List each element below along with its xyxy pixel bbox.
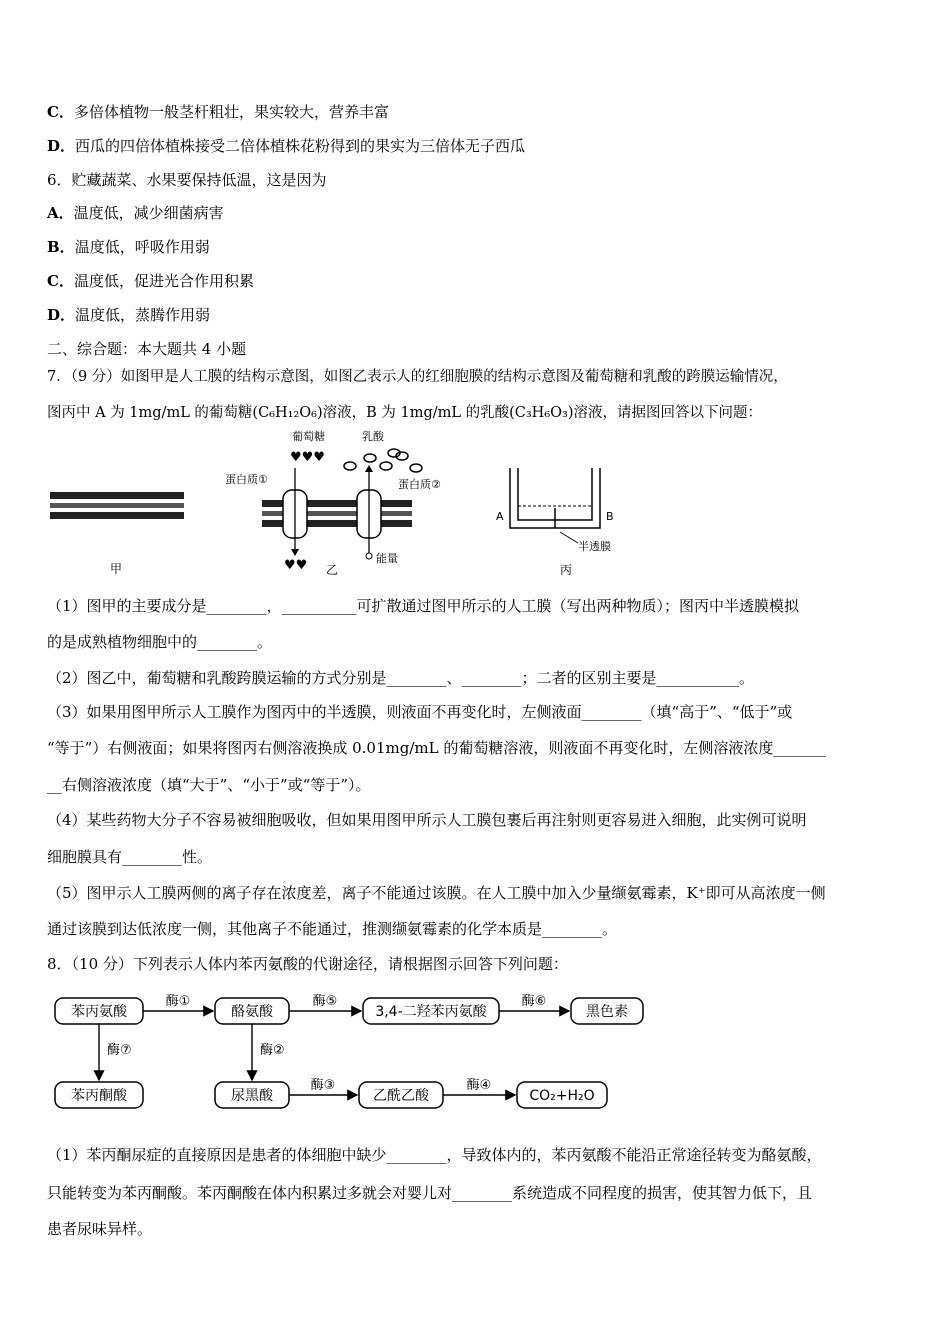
membrane-label: 半透膜 — [578, 540, 611, 553]
glucose-hearts-icon: ♥♥♥ — [290, 450, 325, 465]
enzyme-2-label: 酶② — [260, 1043, 285, 1058]
energy-label: 能量 — [376, 552, 398, 565]
q7-sub2-line1: （2）图乙中，葡萄糖和乳酸跨膜运输的方式分别是________、________；二者的区别主要是___________。 — [47, 669, 755, 687]
q8-sub1-line2: 只能转变为苯丙酮酸。苯丙酮酸在体内积累过多就会对婴儿对________系统造成不同程度的损害，使其智力低下，且 — [47, 1184, 813, 1202]
protein2-label: 蛋白质② — [398, 478, 441, 491]
option-c — [47, 102, 389, 122]
q7-stem-line1: 7．（9 分）如图甲是人工膜的结构示意图，如图乙表示人的红细胞膜的结构示意图及葡萄糖和乳酸的跨膜运输情况， — [47, 369, 788, 385]
option-text: 西瓜的四倍体植株接受二倍体植株花粉得到的果实为三倍体无子西瓜 — [75, 137, 526, 155]
node-dopa-label: 3,4-二羟苯丙氨酸 — [375, 1004, 487, 1020]
option-label: D． — [47, 137, 76, 155]
q7-sub3-line2: “等于”）右侧液面；如果将图丙右侧溶液换成 0.01mg/mL 的葡萄糖溶液，则液面不再变化时，左侧溶液浓度_______ — [47, 739, 826, 757]
enzyme-5-label: 酶⑤ — [312, 994, 338, 1009]
q7-sub1-line2: 的是成熟植物细胞中的________。 — [47, 633, 273, 651]
b-label: B — [606, 510, 614, 523]
q7-sub5-line1: （5）图甲示人工膜两侧的离子存在浓度差，离子不能通过该膜。在人工膜中加入少量缬氨霉素，K⁺即可从高浓度一侧 — [47, 884, 826, 902]
lactic-label: 乳酸 — [362, 430, 384, 443]
metabolic-pathway-diagram — [45, 984, 665, 1114]
node-tyr-label: 酪氨酸 — [231, 1004, 273, 1020]
q6-option-b — [47, 237, 210, 257]
a-label: A — [496, 510, 504, 523]
label-yi: 乙 — [326, 563, 339, 577]
enzyme-1-label: 酶① — [165, 994, 191, 1009]
option-label: A． — [47, 204, 74, 222]
option-label: C． — [47, 272, 74, 290]
node-ppa-label: 苯丙酮酸 — [71, 1088, 127, 1104]
q8-stem: 8．（10 分）下列表示人体内苯丙氨酸的代谢途径，请根据图示回答下列问题： — [47, 955, 568, 973]
q7-sub1-line1: （1）图甲的主要成分是________，__________可扩散通过图甲所示的人工膜（写出两种物质）；图丙中半透膜模拟 — [47, 597, 800, 615]
option-text: 温度低，减少细菌病害 — [73, 204, 224, 222]
protein1-label: 蛋白质① — [225, 473, 268, 486]
option-text: 多倍体植物一般茎杆粗壮，果实较大，营养丰富 — [73, 103, 389, 121]
option-text: 温度低，呼吸作用弱 — [74, 238, 210, 256]
q6-stem: 6．贮藏蔬菜、水果要保持低温，这是因为 — [47, 171, 327, 189]
option-label: D． — [47, 306, 76, 324]
node-end-label: CO₂+H₂O — [529, 1088, 595, 1104]
label-jia: 甲 — [110, 562, 123, 576]
option-label: B． — [47, 238, 75, 256]
q7-sub4-line1: （4）某些药物大分子不容易被细胞吸收，但如果用图甲所示人工膜包裹后再注射则更容易进入细胞，此实例可说明 — [47, 811, 807, 829]
option-label: C． — [47, 103, 74, 121]
enzyme-4-label: 酶④ — [466, 1078, 492, 1093]
node-melanin-label: 黑色素 — [586, 1004, 628, 1020]
q8-sub1-line3: 患者尿味异样。 — [47, 1220, 153, 1238]
q6-option-c — [47, 271, 254, 291]
red-cell-membrane-yi — [225, 429, 441, 577]
q7-sub5-line2: 通过该膜到达低浓度一侧，其他离子不能通过，推测缬氨霉素的化学本质是________。 — [47, 920, 618, 938]
glucose-hearts-icon: ♥♥ — [284, 558, 308, 573]
q8-sub1-line1: （1）苯丙酮尿症的直接原因是患者的体细胞中缺少________，导致体内的，苯丙氨酸不能沿正常途径转变为酪氨酸， — [47, 1146, 822, 1164]
option-text: 温度低，促进光合作用积累 — [73, 272, 254, 290]
section-title: 二、综合题：本大题共 4 小题 — [47, 340, 247, 358]
glucose-label: 葡萄糖 — [292, 430, 325, 443]
node-hga-label: 尿黑酸 — [231, 1088, 273, 1104]
option-d — [47, 136, 525, 156]
q7-sub4-line2: 细胞膜具有________性。 — [47, 848, 213, 866]
q7-sub3-line1: （3）如果用图甲所示人工膜作为图丙中的半透膜，则液面不再变化时，左侧液面________（填“高于”、“低于”或 — [47, 703, 793, 721]
q6-option-d — [47, 305, 210, 325]
q7-stem-line2: 图丙中 A 为 1mg/mL 的葡萄糖(C₆H₁₂O₆)溶液，B 为 1mg/mL 的乳酸(C₃H₆O₃)溶液，请据图回答以下问题： — [47, 405, 763, 421]
enzyme-7-label: 酶⑦ — [107, 1043, 132, 1058]
q7-sub3-line3: __右侧溶液浓度（填“大于”、“小于”或“等于”）。 — [47, 776, 371, 794]
enzyme-3-label: 酶③ — [310, 1078, 336, 1093]
node-aa-label: 乙酰乙酸 — [373, 1088, 429, 1104]
artificial-membrane-jia — [50, 492, 184, 519]
option-text: 温度低，蒸腾作用弱 — [75, 306, 211, 324]
enzyme-6-label: 酶⑥ — [521, 994, 547, 1009]
membrane-figure — [40, 428, 660, 578]
label-bing: 丙 — [560, 563, 573, 577]
u-tube-bing — [496, 468, 614, 577]
q6-option-a — [47, 203, 224, 223]
node-phe-label: 苯丙氨酸 — [71, 1004, 127, 1020]
